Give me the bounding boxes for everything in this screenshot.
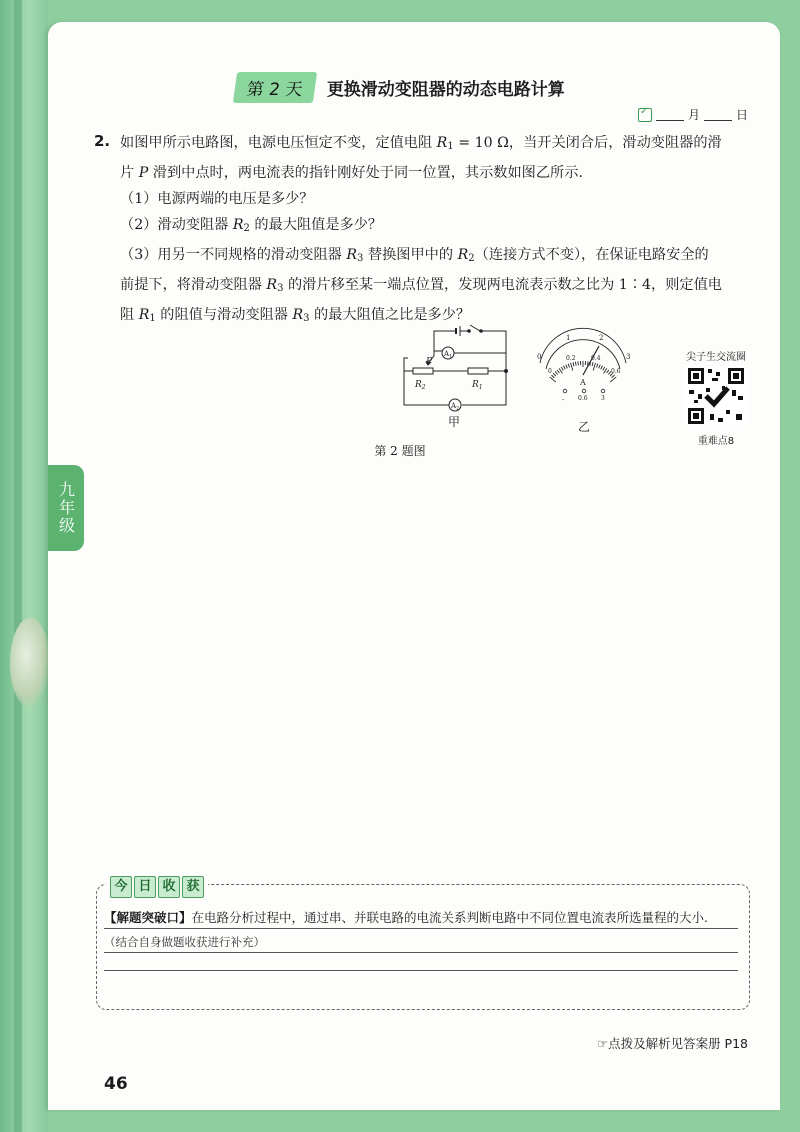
harvest-char-2: 日 [134,876,156,898]
dial-tick [553,373,556,376]
upper-tick-2: 2 [599,334,604,342]
dial-tick [550,377,556,382]
question-part-3a: （3）用另一不同规格的滑动变阻器 $R_3$ 替换图甲中的 $R_2$（连接方式不变），在保证电路安全的 [120,247,709,264]
qr-title: 尖子生交流圈 [686,352,746,363]
terminal-0-6: 0.6 [578,395,588,402]
month-blank[interactable] [656,108,684,121]
harvest-note[interactable]: （结合自身做题收获进行补充） [104,934,738,953]
question-line-1: 如图甲所示电路图，电源电压恒定不变，定值电阻 $R_1 = 10$ Ω，当开关闭合后，滑动变阻器的滑 [120,135,722,152]
ammeter-labels [537,334,630,434]
harvest-tip-text: 在电路分析过程中，通过串、并联电路的电流关系判断电路中不同位置电流表所选量程的大小. [191,910,708,925]
question-body [120,130,755,332]
a2-label: $A_2$ [451,402,460,412]
harvest-char-1: 今 [110,876,132,898]
a1-label: $A_1$ [444,350,453,360]
harvest-char-4: 获 [182,876,204,898]
dial-tick [566,365,568,369]
upper-tick-3: 3 [626,353,631,361]
page-number: 46 [104,1074,128,1094]
dial-tick [610,377,616,382]
day-blank[interactable] [704,108,732,121]
dial-tick [555,371,558,374]
day-label: 日 [735,108,748,122]
dial-tick [573,362,574,366]
dial-tick [603,367,605,370]
book-edge [0,0,48,1132]
r2-label: $R_2$ [415,380,426,391]
harvest-char-3: 收 [158,876,180,898]
dial-tick [564,366,566,370]
question-number: 2. [94,132,111,150]
harvest-tip-label: 【解题突破口】 [104,910,192,925]
question-part-1: （1）电源两端的电压是多少？ [120,191,314,207]
book-edge-strip [14,0,22,1132]
question-part-3c: 阻 $R_1$ 的阻值与滑动变阻器 $R_3$ 的最大阻值之比是多少？ [120,307,471,324]
harvest-title [106,876,208,898]
page-title [0,72,800,103]
harvest-tip [104,908,738,929]
grade-side-tab: 九年级 [48,465,84,551]
harvest-blank-line[interactable] [104,970,738,971]
lower-tick-1: 0.2 [566,355,576,362]
dial-tick [551,375,554,378]
r1-label: $R_1$ [472,380,483,391]
title-text: 更换滑动变阻器的动态电路计算 [326,80,565,100]
terminal-neg: - [562,396,565,404]
date-fill-in [638,106,748,123]
terminal-3: 3 [601,395,605,402]
qr-code-icon[interactable] [686,366,746,426]
qr-code-block [676,348,756,447]
answer-reference: ☞点拨及解析见答案册 P18 [596,1036,748,1051]
circuit-labels [414,350,483,429]
dial-tick [593,363,595,371]
slider-p-label: P [426,357,433,367]
dial-tick [571,363,573,371]
upper-tick-0: 0 [537,353,542,361]
dial-tick [612,375,615,378]
dial-tick [601,366,603,370]
lower-tick-3: 0.6 [611,368,621,375]
calendar-check-icon [638,108,652,122]
day-badge: 第 2 天 [233,72,317,103]
lower-tick-0: 0 [548,368,552,375]
month-label: 月 [687,108,700,122]
dial-tick [607,370,609,373]
dial-tick [597,364,598,368]
circuit-diagram-jia [404,325,508,411]
dial-tick [561,367,563,370]
figure-caption: 第 2 题图 [374,444,426,458]
figure-jia-label: 甲 [448,415,461,429]
lower-tick-2: 0.4 [591,355,601,362]
figure-circuit-and-meter [398,323,648,438]
dial-tick [568,364,569,368]
dial-tick [557,370,559,373]
dial-tick [592,362,593,366]
question-part-2: （2）滑动变阻器 $R_2$ 的最大阻值是多少？ [120,217,383,234]
qr-subtitle: 重难点8 [697,436,735,447]
finger-smudge [10,618,50,708]
upper-tick-1: 1 [566,334,571,342]
meter-unit: A [580,378,586,387]
dial-tick [575,362,576,366]
figure-yi-label: 乙 [578,420,591,434]
question-part-3b: 前提下，将滑动变阻器 $R_3$ 的滑片移至某一端点位置，发现两电流表示数之比为 1∶4，则定值电 [120,277,722,294]
dial-tick [599,365,601,369]
question-line-2: 片 P 滑到中点时，两电流表的指针刚好处于同一位置，其示数如图乙所示. [120,165,583,181]
